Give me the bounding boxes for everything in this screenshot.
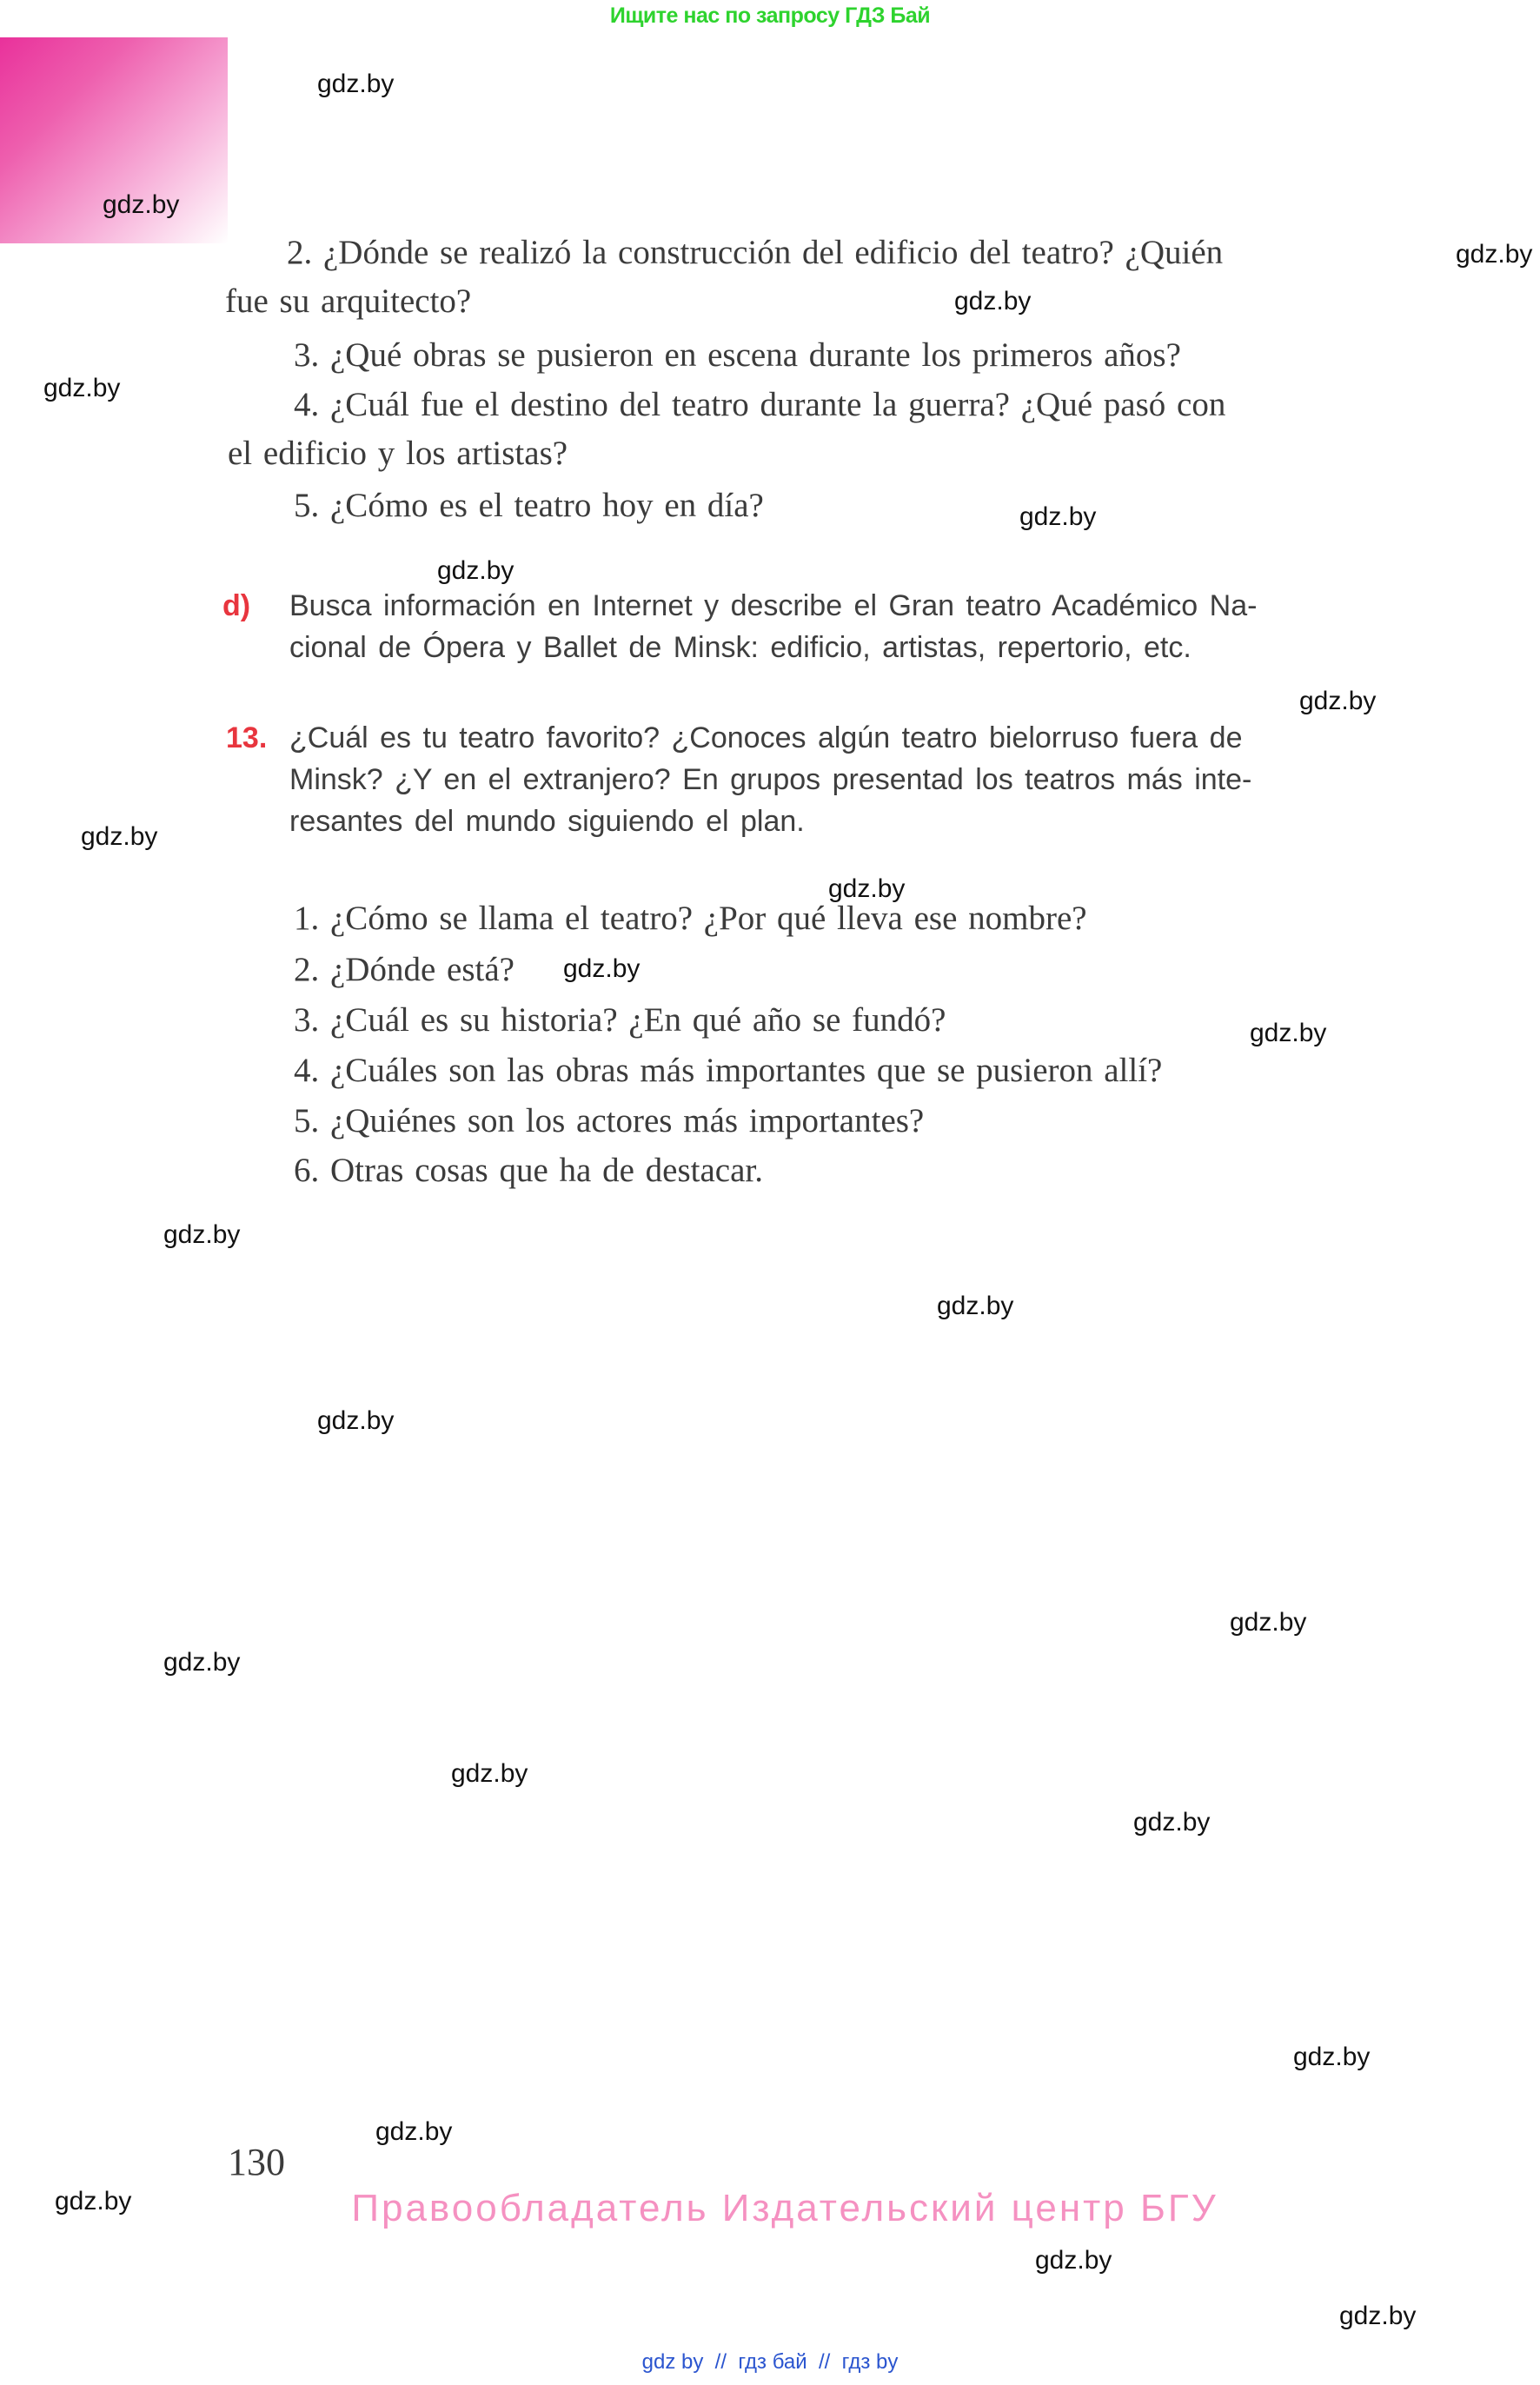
gdz-watermark: gdz.by bbox=[937, 1292, 1014, 1320]
gdz-watermark: gdz.by bbox=[1250, 1019, 1327, 1047]
gdz-watermark: gdz.by bbox=[563, 954, 641, 983]
question-line: 2. ¿Dónde se realizó la construcción del edificio del teatro? ¿Quién bbox=[287, 234, 1224, 271]
gdz-watermark: gdz.by bbox=[437, 556, 514, 585]
question-line: 5. ¿Cómo es el teatro hoy en día? bbox=[294, 487, 764, 524]
gdz-watermark: gdz.by bbox=[55, 2187, 132, 2216]
gdz-watermark: gdz.by bbox=[451, 1759, 528, 1788]
gdz-watermark: gdz.by bbox=[163, 1648, 241, 1677]
gdz-watermark: gdz.by bbox=[1230, 1608, 1307, 1637]
gdz-watermark: gdz.by bbox=[103, 190, 180, 219]
gdz-watermark: gdz.by bbox=[81, 822, 158, 851]
gdz-watermark: gdz.by bbox=[1019, 502, 1097, 531]
gdz-watermark: gdz.by bbox=[317, 70, 395, 98]
plan-item: 3. ¿Cuál es su historia? ¿En qué año se fundó? bbox=[294, 1001, 946, 1039]
gdz-watermark: gdz.by bbox=[43, 374, 121, 402]
footer-links[interactable]: gdz by // гдз бай // гдз by bbox=[641, 2350, 899, 2374]
gdz-watermark: gdz.by bbox=[1299, 687, 1377, 715]
gdz-watermark: gdz.by bbox=[1133, 1808, 1211, 1837]
question-line: 4. ¿Cuál fue el destino del teatro durante la guerra? ¿Qué pasó con bbox=[294, 386, 1226, 423]
plan-item: 5. ¿Quiénes son los actores más importantes? bbox=[294, 1102, 925, 1139]
question-line: el edificio y los artistas? bbox=[228, 435, 568, 472]
task-13-line: Minsk? ¿Y en el extranjero? En grupos presentad los teatros más inte- bbox=[289, 763, 1252, 796]
task-13-line: resantes del mundo siguiendo el plan. bbox=[289, 805, 805, 838]
plan-item: 1. ¿Cómo se llama el teatro? ¿Por qué lleva ese nombre? bbox=[294, 900, 1087, 937]
task-13-line: ¿Cuál es tu teatro favorito? ¿Conoces algún teatro bielorruso fuera de bbox=[289, 721, 1243, 754]
gdz-watermark: gdz.by bbox=[163, 1220, 241, 1249]
copyright-notice: Правообладатель Издательский центр БГУ bbox=[351, 2187, 1218, 2229]
gdz-watermark: gdz.by bbox=[828, 874, 906, 903]
task-d-line: Busca información en Internet y describe el Gran teatro Académico Na- bbox=[289, 589, 1258, 622]
question-line: fue su arquitecto? bbox=[225, 282, 472, 320]
task-d-label: d) bbox=[222, 589, 251, 622]
gdz-watermark: gdz.by bbox=[375, 2117, 453, 2146]
gdz-watermark: gdz.by bbox=[1339, 2302, 1417, 2330]
question-line: 3. ¿Qué obras se pusieron en escena durante los primeros años? bbox=[294, 336, 1181, 374]
promo-banner: Ищите нас по запросу ГДЗ Бай bbox=[609, 3, 931, 28]
plan-item: 4. ¿Cuáles son las obras más importantes que se pusieron allí? bbox=[294, 1052, 1163, 1089]
task-d-line: cional de Ópera y Ballet de Minsk: edificio, artistas, repertorio, etc. bbox=[289, 631, 1192, 664]
gdz-watermark: gdz.by bbox=[1293, 2043, 1371, 2071]
plan-item: 6. Otras cosas que ha de destacar. bbox=[294, 1152, 763, 1189]
task-13-label: 13. bbox=[226, 721, 268, 754]
pink-gradient-box bbox=[0, 37, 228, 243]
page-number: 130 bbox=[228, 2141, 285, 2183]
gdz-watermark: gdz.by bbox=[954, 287, 1032, 316]
plan-item: 2. ¿Dónde está? bbox=[294, 951, 514, 988]
gdz-watermark: gdz.by bbox=[317, 1406, 395, 1435]
gdz-watermark: gdz.by bbox=[1456, 240, 1533, 269]
gdz-watermark: gdz.by bbox=[1035, 2246, 1112, 2275]
